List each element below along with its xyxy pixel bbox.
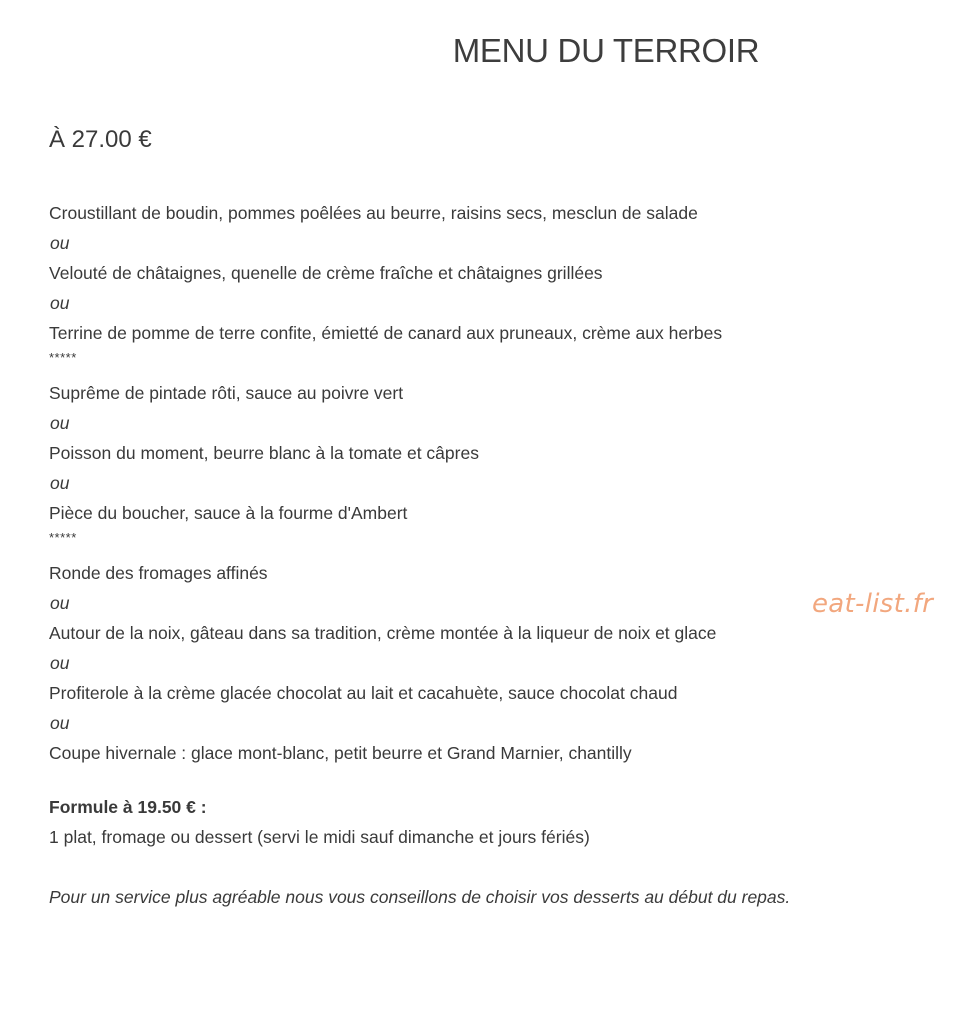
list-item: ou xyxy=(50,593,70,613)
list-item: ou xyxy=(50,413,70,433)
list-item: Velouté de châtaignes, quenelle de crème fraîche et châtaignes grillées xyxy=(49,263,603,283)
list-item: ou xyxy=(50,713,70,733)
service-note: Pour un service plus agréable nous vous conseillons de choisir vos desserts au début du repas. xyxy=(49,887,791,907)
list-item: Profiterole à la crème glacée chocolat au lait et cacahuète, sauce chocolat chaud xyxy=(49,683,678,703)
list-item: Coupe hivernale : glace mont-blanc, petit beurre et Grand Marnier, chantilly xyxy=(49,743,632,763)
page-title: MENU DU TERROIR xyxy=(452,32,760,69)
formule-description: 1 plat, fromage ou dessert (servi le midi sauf dimanche et jours fériés) xyxy=(49,827,590,847)
list-item: Autour de la noix, gâteau dans sa tradition, crème montée à la liqueur de noix et glace xyxy=(49,623,717,643)
list-item: Terrine de pomme de terre confite, émietté de canard aux pruneaux, crème aux herbes xyxy=(49,323,723,343)
course-separator: ***** xyxy=(49,350,77,365)
list-item: Pièce du boucher, sauce à la fourme d'Ambert xyxy=(49,503,408,523)
list-item: ou xyxy=(50,653,70,673)
list-item: Poisson du moment, beurre blanc à la tomate et câpres xyxy=(49,443,479,463)
list-item: Suprême de pintade rôti, sauce au poivre vert xyxy=(49,383,404,403)
formule-title: Formule à 19.50 € : xyxy=(49,797,207,817)
list-item: Ronde des fromages affinés xyxy=(49,563,268,583)
list-item: ou xyxy=(50,473,70,493)
list-item: ou xyxy=(50,293,70,313)
list-item: Croustillant de boudin, pommes poêlées au beurre, raisins secs, mesclun de salade xyxy=(49,203,698,223)
watermark: eat-list.fr xyxy=(812,589,934,619)
course-separator: ***** xyxy=(49,530,77,545)
menu-list xyxy=(49,198,929,768)
menu-price: À 27.00 € xyxy=(49,126,152,153)
list-item: ou xyxy=(50,233,70,253)
